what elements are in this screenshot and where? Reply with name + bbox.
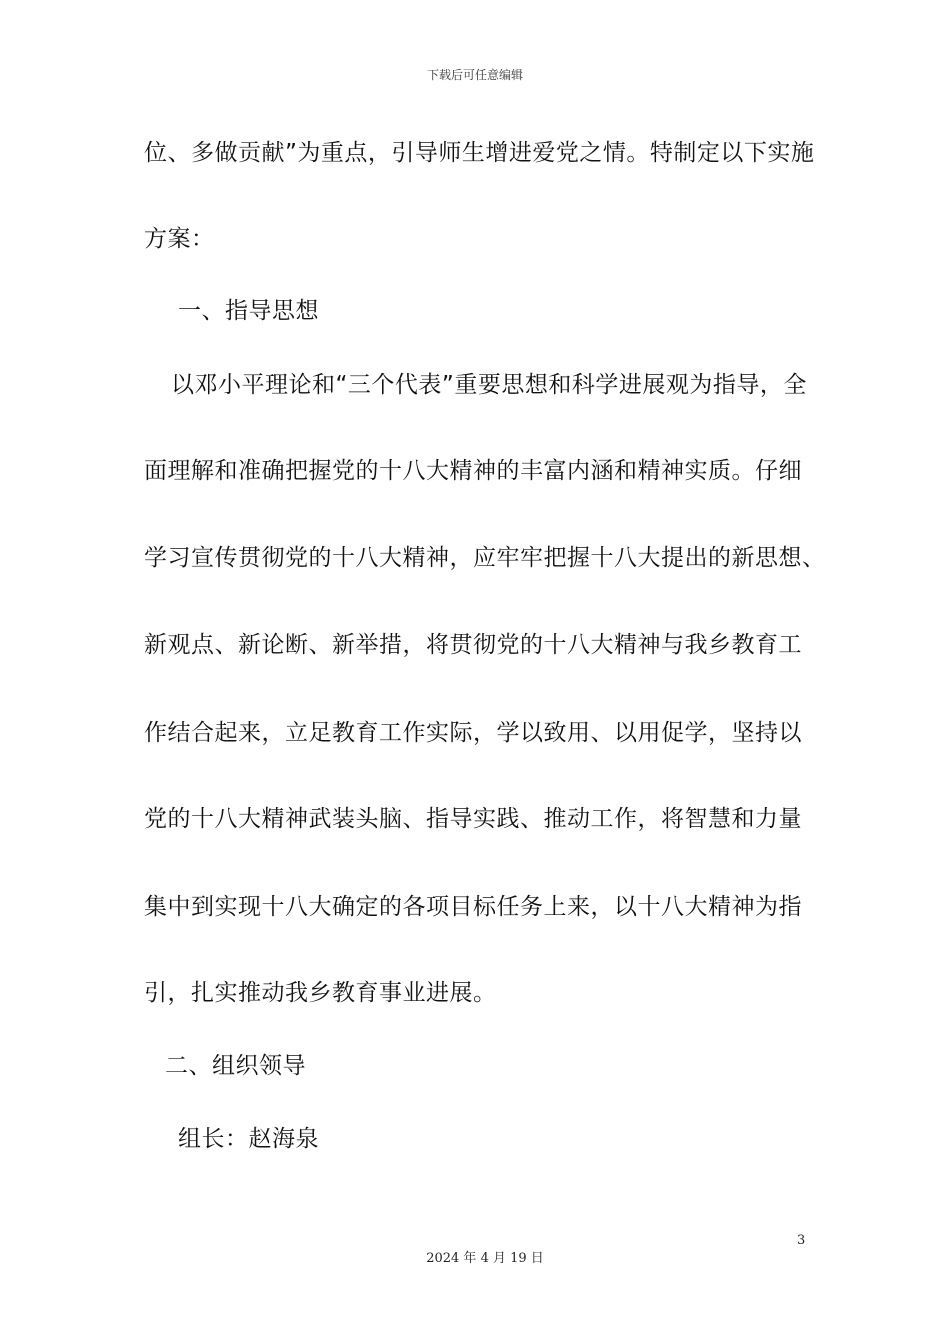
body-line-7: 新观点、新论断、新举措，将贯彻党的十八大精神与我乡教育工	[144, 632, 802, 658]
page-header: 下载后可任意编辑	[426, 68, 523, 82]
body-line-10: 集中到实现十八大确定的各项目标任务上来，以十八大精神为指	[144, 894, 802, 920]
page-number: 3	[797, 1233, 806, 1248]
body-line-1: 位、多做贡献”为重点，引导师生增进爱党之情。特制定以下实施	[144, 140, 815, 166]
body-line-6: 学习宣传贯彻党的十八大精神，应牢牢把握十八大提出的新思想、	[144, 545, 826, 571]
team-leader-line: 组长：赵海泉	[178, 1126, 319, 1152]
section-heading-organization: 二、组织领导	[165, 1053, 306, 1079]
body-line-2: 方案：	[144, 226, 215, 252]
body-line-4: 以邓小平理论和“三个代表”重要思想和科学进展观为指导，全	[171, 372, 807, 398]
footer-date: 2024 年 4 月 19 日	[426, 1251, 544, 1266]
body-line-11: 引，扎实推动我乡教育事业进展。	[144, 980, 497, 1006]
body-line-8: 作结合起来，立足教育工作实际，学以致用、以用促学，坚持以	[144, 720, 802, 746]
body-line-5: 面理解和准确把握党的十八大精神的丰富内涵和精神实质。仔细	[144, 458, 802, 484]
section-heading-guiding-thought: 一、指导思想	[178, 298, 319, 324]
body-line-9: 党的十八大精神武装头脑、指导实践、推动工作，将智慧和力量	[144, 806, 802, 832]
